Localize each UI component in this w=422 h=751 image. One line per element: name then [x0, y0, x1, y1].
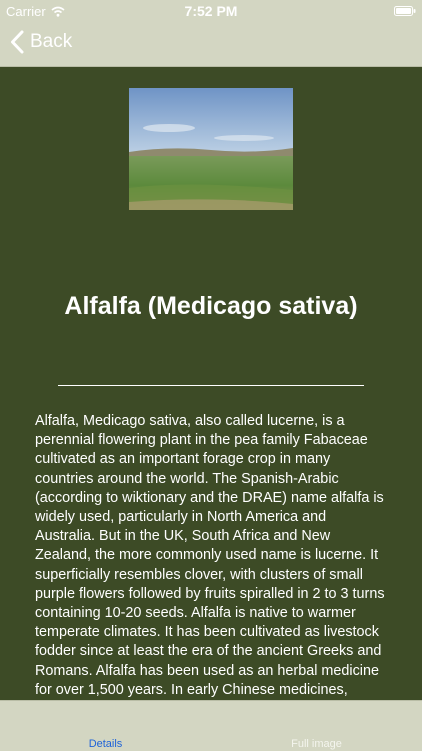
plant-description: Alfalfa, Medicago sativa, also called lucerne, is a perennial flowering plant in the pea family Fabaceae cultivated as an important forage crop in many countries around the world. The Spanish-Arabic (according to wiktionary and the DRAE) name alfalfa is widely used, particularly in North America and Australia. But in the UK, South Africa and New Zealand, the more commonly used name is lucerne. It superficially resembles clover, with clusters of small purple flowers followed by fruits spiralled in 2 to 3 turns containing 10-20 seeds. Alfalfa is native to warmer temperate climates. It has been cultivated as livestock fodder since at least the era of the ancient Greeks and Romans. Alfalfa has been used as an herbal medicine for over 1,500 years. In early Chinese medicines, — [35, 413, 385, 698]
navigation-bar — [0, 22, 422, 67]
title-divider — [58, 385, 364, 386]
chevron-left-icon — [10, 30, 24, 54]
tab-details[interactable]: Details — [88, 738, 123, 750]
back-button[interactable] — [10, 30, 72, 54]
plant-title: Alfalfa (Medicago sativa) — [64, 292, 358, 320]
back-label: Back — [30, 31, 73, 52]
alfalfa-field-photo — [129, 88, 293, 210]
tab-full-image[interactable]: Full image — [291, 738, 342, 750]
tab-bar — [0, 700, 422, 751]
status-time: 7:52 PM — [184, 3, 238, 19]
carrier-label: Carrier — [6, 4, 46, 19]
detail-content[interactable] — [0, 67, 422, 700]
status-bar — [0, 0, 422, 22]
battery-icon — [394, 6, 416, 16]
